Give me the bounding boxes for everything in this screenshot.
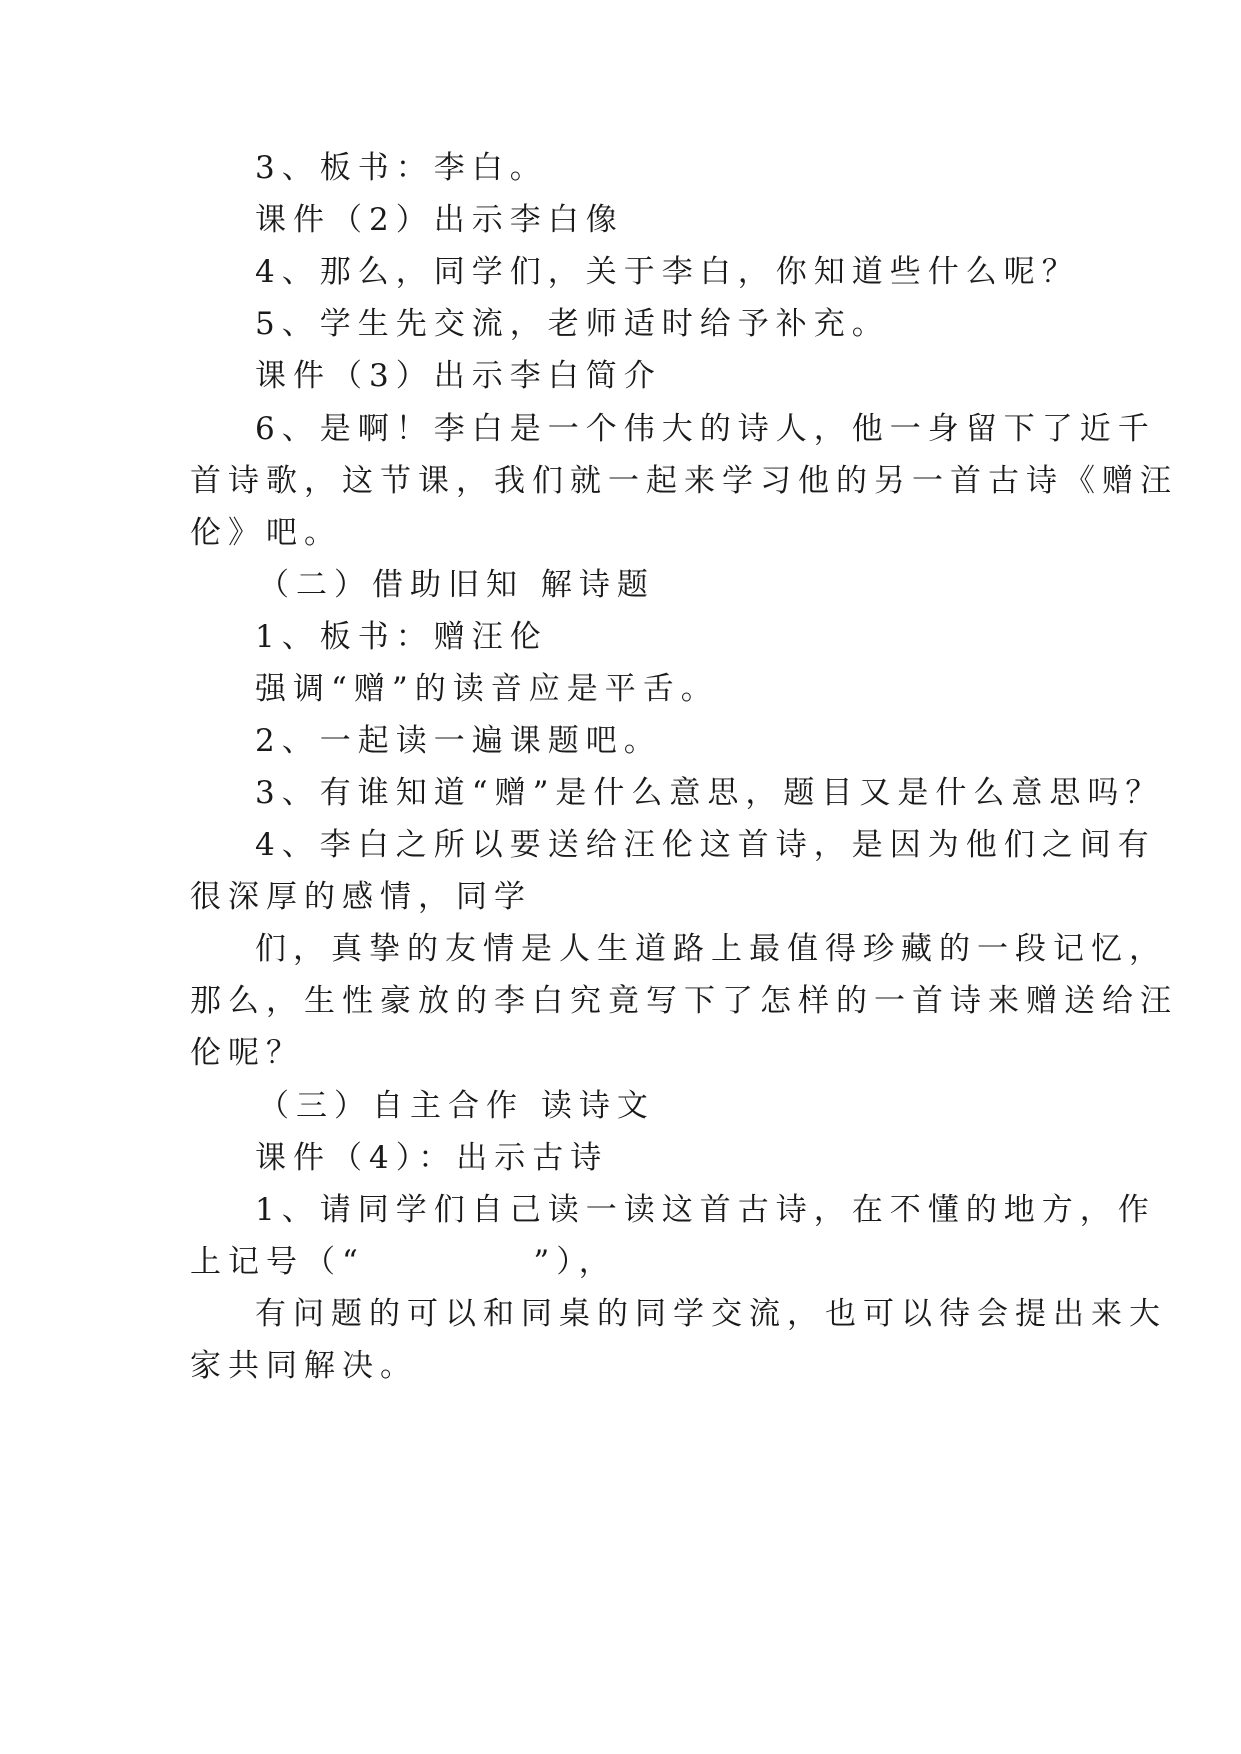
- section-heading: （三）自主合作 读诗文: [258, 1088, 655, 1124]
- text-line: 强调“赠”的读音应是平舌。: [255, 671, 719, 707]
- section-heading: （二）借助旧知 解诗题: [258, 567, 655, 603]
- text-line: 课件（4）：出示古诗: [255, 1140, 609, 1176]
- text-line: 4、李白之所以要送给汪伦这首诗，是因为他们之间有: [255, 827, 1156, 863]
- text-line: 3、板书：李白。: [255, 150, 548, 186]
- text-line: 有问题的可以和同桌的同学交流，也可以待会提出来大: [255, 1296, 1167, 1332]
- text-line: 那么，生性豪放的李白究竟写下了怎样的一首诗来赠送给汪: [190, 983, 1178, 1019]
- text-line: 1、板书：赠汪伦: [255, 619, 548, 655]
- text-line: 课件（2）出示李白像: [255, 202, 624, 238]
- text-line: 3、有谁知道“赠”是什么意思，题目又是什么意思吗？: [255, 775, 1164, 811]
- text-line: 4、那么，同学们，关于李白，你知道些什么呢？: [255, 254, 1080, 290]
- text-line: 家共同解决。: [190, 1348, 418, 1384]
- text-line: 伦》吧。: [190, 515, 342, 551]
- text-line: 5、学生先交流，老师适时给予补充。: [255, 306, 890, 342]
- text-line: 伦呢？: [190, 1035, 304, 1071]
- text-line: 1、请同学们自己读一读这首古诗，在不懂的地方，作: [255, 1192, 1156, 1228]
- text-line: 首诗歌，这节课，我们就一起来学习他的另一首古诗《赠汪: [190, 463, 1178, 499]
- text-line: 很深厚的感情，同学: [190, 879, 532, 915]
- text-line: 2、一起读一遍课题吧。: [255, 723, 662, 759]
- text-line: 课件（3）出示李白简介: [255, 358, 662, 394]
- text-line: 6、是啊！李白是一个伟大的诗人，他一身留下了近千: [255, 411, 1156, 447]
- text-line: 上记号（“ ”），: [190, 1244, 617, 1280]
- text-line: 们，真挚的友情是人生道路上最值得珍藏的一段记忆，: [255, 931, 1167, 967]
